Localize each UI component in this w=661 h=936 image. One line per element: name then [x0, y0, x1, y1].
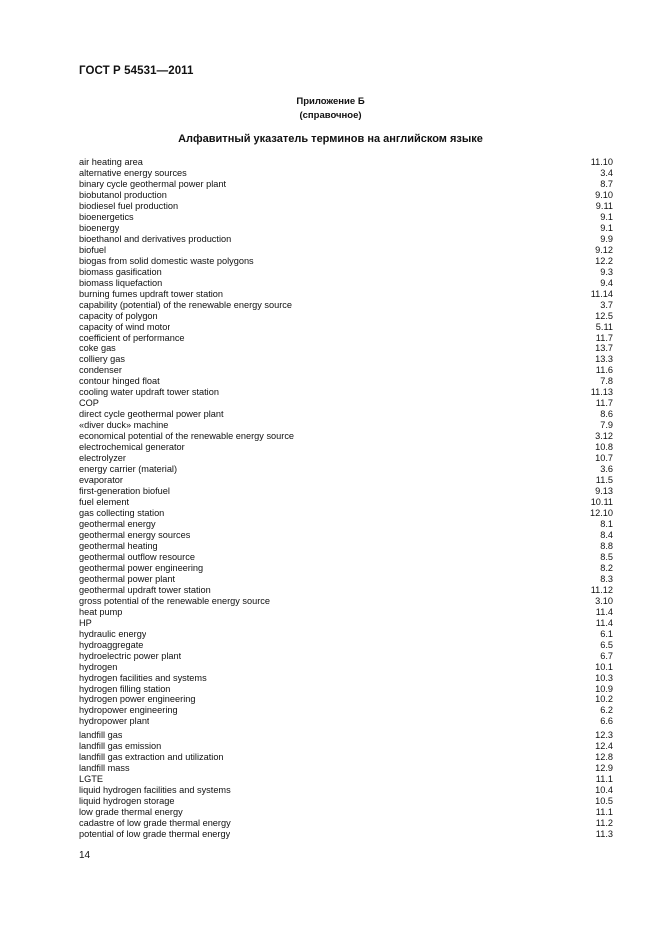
index-entry [79, 574, 613, 585]
index-term-reference: 8.6 [600, 409, 613, 420]
index-term-reference: 11.7 [595, 398, 613, 409]
index-term: potential of low grade thermal energy [79, 829, 231, 840]
index-term: coefficient of performance [79, 332, 185, 343]
index-term-reference: 10.11 [590, 497, 613, 508]
index-term-reference: 12.4 [595, 741, 613, 752]
index-entry [79, 662, 613, 673]
index-term: burning fumes updraft tower station [79, 288, 224, 299]
index-term: geothermal energy [79, 518, 156, 529]
index-term-reference: 6.1 [600, 628, 613, 639]
index-term: fuel element [79, 497, 130, 508]
index-entry [79, 541, 613, 552]
index-term-reference: 9.4 [600, 277, 613, 288]
index-term-reference: 11.14 [590, 288, 613, 299]
index-term-reference: 12.2 [595, 255, 613, 266]
index-term: evaporator [79, 475, 123, 486]
page-number: 14 [79, 850, 91, 861]
index-term: biogas from solid domestic waste polygons [79, 255, 254, 266]
index-entry [79, 763, 613, 774]
index-term: capacity of wind motor [79, 321, 171, 332]
index-term-reference: 3.10 [595, 595, 613, 606]
index-entry [79, 774, 613, 785]
appendix-title: Приложение Б [296, 96, 365, 107]
index-entry [79, 497, 613, 508]
index-term: first-generation biofuel [79, 486, 170, 497]
index-entry [79, 519, 613, 530]
index-entry [79, 694, 613, 705]
index-term-reference: 8.4 [600, 529, 613, 540]
index-entry [79, 300, 613, 311]
index-term: hydrogen filling station [79, 683, 171, 694]
index-term: condenser [79, 365, 122, 376]
index-term-reference: 11.12 [590, 584, 613, 595]
index-term-reference: 8.1 [600, 518, 613, 529]
index-entry [79, 267, 613, 278]
index-entry [79, 486, 613, 497]
index-heading: Алфавитный указатель терминов на английском языке [178, 133, 483, 145]
appendix-type: (справочное) [299, 110, 362, 121]
index-term: liquid hydrogen facilities and systems [79, 785, 231, 796]
index-term: LGTE [79, 774, 103, 785]
index-entry [79, 343, 613, 354]
index-term-reference: 3.4 [600, 167, 613, 178]
index-term-reference: 13.7 [595, 343, 613, 354]
index-term: geothermal outflow resource [79, 551, 195, 562]
index-entry [79, 398, 613, 409]
index-entry [79, 563, 613, 574]
index-entry [79, 730, 613, 741]
index-entry [79, 190, 613, 201]
index-term-reference: 8.3 [600, 573, 613, 584]
index-term: capacity of polygon [79, 310, 158, 321]
term-index-list [79, 157, 613, 840]
index-term: bioenergetics [79, 211, 134, 222]
index-term: colliery gas [79, 354, 125, 365]
index-term-reference: 8.8 [600, 540, 613, 551]
index-entry [79, 168, 613, 179]
index-entry [79, 442, 613, 453]
index-term: hydropower plant [79, 716, 150, 727]
index-entry [79, 651, 613, 662]
index-entry [79, 673, 613, 684]
index-entry [79, 201, 613, 212]
index-term: electrolyzer [79, 453, 126, 464]
index-term: binary cycle geothermal power plant [79, 178, 227, 189]
index-term: low grade thermal energy [79, 807, 183, 818]
index-term: gas collecting station [79, 508, 165, 518]
index-entry [79, 409, 613, 420]
index-term-reference: 8.5 [600, 551, 613, 562]
index-entry [79, 705, 613, 716]
index-term-reference: 11.6 [595, 365, 613, 376]
index-term-reference: 9.1 [600, 222, 613, 233]
index-term-reference: 9.11 [595, 200, 613, 211]
index-term-reference: 5.11 [595, 321, 613, 332]
index-entry [79, 278, 613, 289]
index-entry [79, 807, 613, 818]
index-term: contour hinged float [79, 376, 160, 387]
index-term: geothermal updraft tower station [79, 584, 211, 595]
index-term: landfill gas extraction and utilization [79, 752, 224, 763]
index-term: hydraulic energy [79, 628, 147, 639]
index-term-reference: 7.9 [600, 420, 613, 431]
index-term: biomass liquefaction [79, 277, 163, 288]
index-entry [79, 585, 613, 596]
index-entry [79, 354, 613, 365]
index-entry [79, 322, 613, 333]
index-term-reference: 11.5 [595, 475, 613, 486]
index-term: energy carrier (material) [79, 464, 178, 475]
index-entry [79, 387, 613, 398]
index-term: hydropower engineering [79, 705, 178, 716]
index-term: landfill gas [79, 730, 123, 741]
index-term-reference: 6.7 [600, 650, 613, 661]
index-term-reference: 10.5 [595, 796, 613, 807]
index-term-reference: 11.7 [595, 332, 613, 343]
index-term-reference: 3.6 [600, 464, 613, 475]
index-term-reference: 7.8 [600, 376, 613, 387]
index-term: geothermal power engineering [79, 562, 204, 573]
index-entry [79, 157, 613, 168]
index-term-reference: 11.4 [595, 606, 613, 617]
index-term-reference: 10.2 [595, 694, 613, 705]
index-term-reference: 11.3 [595, 829, 613, 840]
index-entry [79, 684, 613, 695]
index-term-reference: 10.1 [595, 661, 613, 672]
index-entry [79, 256, 613, 267]
index-term-reference: 12.8 [595, 752, 613, 763]
index-term: bioenergy [79, 222, 120, 233]
index-term-reference: 10.7 [595, 453, 613, 464]
index-term: economical potential of the renewable energy source [79, 431, 295, 442]
index-entry [79, 818, 613, 829]
index-term: biodiesel fuel production [79, 200, 179, 211]
index-entry [79, 618, 613, 629]
index-term-reference: 12.9 [595, 763, 613, 774]
index-term-reference: 12.3 [595, 730, 613, 741]
index-term: biomass gasification [79, 266, 162, 277]
index-entry [79, 785, 613, 796]
index-term: COP [79, 398, 99, 409]
index-entry [79, 179, 613, 190]
index-entry [79, 245, 613, 256]
index-term: coke gas [79, 343, 116, 354]
index-term-reference: 12.10 [590, 508, 613, 518]
index-term: landfill mass [79, 763, 130, 774]
index-term-reference: 11.10 [590, 157, 613, 167]
index-term-reference: 13.3 [595, 354, 613, 365]
index-entry [79, 552, 613, 563]
index-term-reference: 9.1 [600, 211, 613, 222]
index-term: hydroaggregate [79, 639, 144, 650]
index-term-reference: 9.13 [595, 486, 613, 497]
index-entry [79, 752, 613, 763]
index-term-reference: 8.2 [600, 562, 613, 573]
index-entry [79, 508, 613, 519]
index-term-reference: 10.3 [595, 672, 613, 683]
index-term-reference: 3.12 [595, 431, 613, 442]
index-entry [79, 596, 613, 607]
index-term: biofuel [79, 244, 107, 255]
index-term: hydroelectric power plant [79, 650, 182, 661]
index-term-reference: 6.2 [600, 705, 613, 716]
index-entry [79, 629, 613, 640]
index-entry [79, 829, 613, 840]
index-term: landfill gas emission [79, 741, 162, 752]
index-term-reference: 10.8 [595, 442, 613, 453]
index-term-reference: 10.4 [595, 785, 613, 796]
index-term: biobutanol production [79, 189, 167, 200]
index-term: hydrogen [79, 661, 118, 672]
index-entry [79, 365, 613, 376]
index-entry [79, 420, 613, 431]
index-term: hydrogen facilities and systems [79, 672, 207, 683]
index-term: capability (potential) of the renewable energy source [79, 299, 292, 310]
index-entry [79, 475, 613, 486]
index-entry [79, 289, 613, 300]
index-term: air heating area [79, 157, 143, 167]
document-code: ГОСТ Р 54531—2011 [79, 65, 194, 77]
index-term-reference: 9.12 [595, 244, 613, 255]
index-term: geothermal power plant [79, 573, 176, 584]
index-term: alternative energy sources [79, 167, 187, 178]
index-term-reference: 11.1 [595, 807, 613, 818]
index-term: HP [79, 617, 92, 628]
index-entry [79, 741, 613, 752]
index-term: hydrogen power engineering [79, 694, 196, 705]
index-term-reference: 8.7 [600, 178, 613, 189]
index-term: electrochemical generator [79, 442, 185, 453]
index-term: «diver duck» machine [79, 420, 169, 431]
index-term: cooling water updraft tower station [79, 387, 219, 398]
index-term: geothermal energy sources [79, 529, 191, 540]
index-entry [79, 376, 613, 387]
index-entry [79, 311, 613, 322]
index-term: geothermal heating [79, 540, 158, 551]
index-entry [79, 453, 613, 464]
index-entry [79, 607, 613, 618]
index-term-reference: 9.3 [600, 266, 613, 277]
index-term-reference: 6.6 [600, 716, 613, 727]
index-term-reference: 9.9 [600, 233, 613, 244]
index-term-reference: 3.7 [600, 299, 613, 310]
index-term-reference: 10.9 [595, 683, 613, 694]
index-entry [79, 212, 613, 223]
index-term-reference: 12.5 [595, 310, 613, 321]
index-term: gross potential of the renewable energy source [79, 595, 271, 606]
index-entry [79, 333, 613, 344]
index-term-reference: 6.5 [600, 639, 613, 650]
index-term-reference: 11.13 [590, 387, 613, 398]
index-term: cadastre of low grade thermal energy [79, 818, 231, 829]
index-entry [79, 530, 613, 541]
index-entry [79, 640, 613, 651]
index-term-reference: 11.2 [595, 818, 613, 829]
index-term: heat pump [79, 606, 123, 617]
index-term-reference: 9.10 [595, 189, 613, 200]
index-entry [79, 234, 613, 245]
index-term-reference: 11.4 [595, 617, 613, 628]
index-term: direct cycle geothermal power plant [79, 409, 224, 420]
index-term-reference: 11.1 [595, 774, 613, 785]
index-term: bioethanol and derivatives production [79, 233, 232, 244]
index-entry [79, 716, 613, 727]
index-entry [79, 464, 613, 475]
index-entry [79, 796, 613, 807]
index-entry [79, 223, 613, 234]
index-entry [79, 431, 613, 442]
index-term: liquid hydrogen storage [79, 796, 175, 807]
